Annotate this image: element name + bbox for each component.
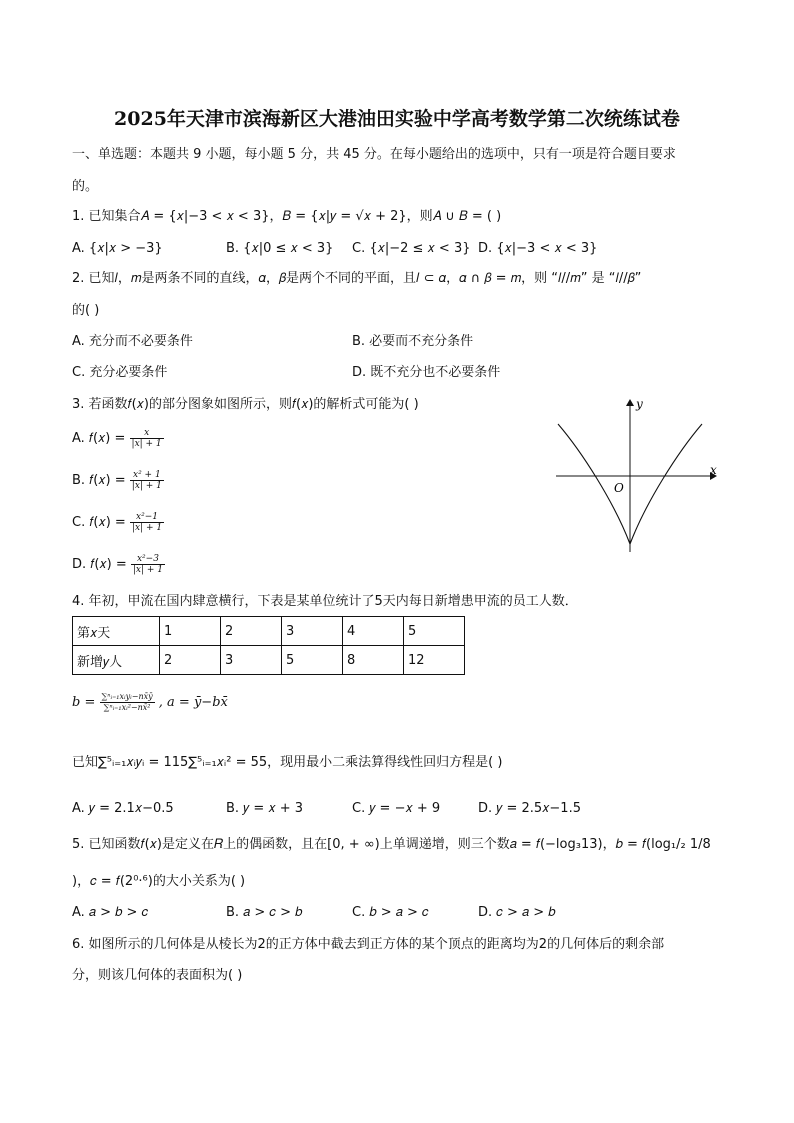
q3-option-d	[72, 554, 165, 575]
q4-formula-b-lhs: b =	[72, 695, 96, 710]
q3-option-d-denominator: |x| + 1	[132, 565, 164, 575]
q1-option-c: C. {𝑥|−2 ≤ 𝑥 < 3}	[352, 241, 471, 256]
q4-option-b: B. 𝑦 = 𝑥 + 3	[226, 801, 304, 816]
q3-option-c-prefix: C. 𝑓(𝑥) =	[72, 515, 126, 530]
q3-option-b-fraction	[130, 470, 164, 491]
table-cell: 2	[160, 646, 221, 675]
page-title: 2025年天津市滨海新区大港油田实验中学高考数学第二次统练试卷	[114, 108, 680, 130]
x-axis-label: x	[710, 463, 717, 477]
q1-stem: 1. 已知集合𝐴 = {𝑥|−3 < 𝑥 < 3}，𝐵 = {𝑥|𝑦 = √𝑥 + 2}，则𝐴 ∪ 𝐵 = ( )	[72, 209, 502, 224]
q3-option-c	[72, 512, 164, 533]
q1-option-a: A. {𝑥|𝑥 > −3}	[72, 241, 163, 256]
q3-option-b-prefix: B. 𝑓(𝑥) =	[72, 473, 126, 488]
q3-option-c-fraction	[130, 512, 164, 533]
q5-option-d: D. 𝑐 > 𝑎 > 𝑏	[478, 905, 556, 920]
section-instructions-line1: 一、单选题：本题共 9 小题，每小题 5 分，共 45 分。在每小题给出的选项中，只有一项是符合题目要求	[72, 147, 676, 162]
table-cell: 5	[282, 646, 343, 675]
q3-function-graph	[552, 394, 724, 554]
q4-given: 已知∑⁵ᵢ₌₁𝑥ᵢ𝑦ᵢ = 115∑⁵ᵢ₌₁𝑥ᵢ² = 55，现用最小二乘法算得线性回归方程是( )	[72, 755, 503, 770]
table-cell: 2	[221, 617, 282, 646]
table-cell: 1	[160, 617, 221, 646]
q5-option-b: B. 𝑎 > 𝑐 > 𝑏	[226, 905, 303, 920]
table-row	[73, 617, 465, 646]
origin-label: O	[614, 481, 624, 495]
q6-stem: 6. 如图所示的几何体是从棱长为2的正方体中截去到正方体的某个顶点的距离均为2的几何体后的剩余部	[72, 937, 665, 952]
q2-option-b: B. 必要而不充分条件	[352, 334, 474, 349]
y-axis-label: y	[636, 397, 643, 411]
q4-formula-a: , a = ȳ−bx̄	[158, 695, 228, 710]
q4-stem: 4. 年初，甲流在国内肆意横行，下表是某单位统计了5天内每日新增患甲流的员工人数．	[72, 594, 578, 609]
table-cell: 3	[221, 646, 282, 675]
q2-option-d: D. 既不充分也不必要条件	[352, 365, 501, 380]
q5-option-c: C. 𝑏 > 𝑎 > 𝑐	[352, 905, 429, 920]
q3-stem: 3. 若函数𝑓(𝑥)的部分图象如图所示，则𝑓(𝑥)的解析式可能为( )	[72, 397, 419, 412]
q2-stem: 2. 已知𝑙，𝑚是两条不同的直线，𝛼，𝛽是两个不同的平面，且𝑙 ⊂ 𝛼，𝛼 ∩ 𝛽 = 𝑚，则 “𝑙//𝑚” 是 “𝑙//𝛽”	[72, 271, 642, 286]
table-cell: 5	[404, 617, 465, 646]
q2-option-c: C. 充分必要条件	[72, 365, 168, 380]
q3-option-c-numerator: x²−1	[130, 512, 164, 523]
q3-option-a-fraction	[130, 428, 164, 449]
q3-option-a	[72, 428, 164, 449]
q3-option-d-numerator: x²−3	[131, 554, 165, 565]
table-cell: 4	[343, 617, 404, 646]
table-cell: 8	[343, 646, 404, 675]
q3-option-a-denominator: |x| + 1	[131, 439, 162, 449]
q4-option-c: C. 𝑦 = −𝑥 + 9	[352, 801, 441, 816]
q3-option-d-fraction	[131, 554, 165, 575]
q4-formula-b-fraction	[100, 692, 155, 713]
q4-data-table	[72, 616, 465, 675]
q3-option-c-denominator: |x| + 1	[131, 523, 163, 533]
q4-option-a: A. 𝑦 = 2.1𝑥−0.5	[72, 801, 174, 816]
table-row	[73, 646, 465, 675]
q3-option-b-denominator: |x| + 1	[131, 481, 162, 491]
q1-option-b: B. {𝑥|0 ≤ 𝑥 < 3}	[226, 241, 334, 256]
q3-option-a-prefix: A. 𝑓(𝑥) =	[72, 431, 126, 446]
q3-option-d-prefix: D. 𝑓(𝑥) =	[72, 557, 127, 572]
q6-stem-cont: 分，则该几何体的表面积为( )	[72, 968, 243, 983]
q4-formula-b-numerator: ∑ⁿᵢ₌₁xᵢyᵢ−nx̄ȳ	[101, 692, 153, 701]
table-row-head: 第𝑥天	[73, 617, 160, 646]
q3-option-b	[72, 470, 164, 491]
q5-stem-cont: )，𝑐 = 𝑓(2⁰·⁶)的大小关系为( )	[72, 874, 246, 889]
q5-stem: 5. 已知函数𝑓(𝑥)是定义在𝑅上的偶函数，且在[0, + ∞)上单调递增，则三个数𝑎 = 𝑓(−log₃13)，𝑏 = 𝑓(log₁/₂ 1/8	[72, 837, 711, 852]
q1-option-d: D. {𝑥|−3 < 𝑥 < 3}	[478, 241, 598, 256]
q2-stem-cont: 的( )	[72, 303, 100, 318]
section-instructions-line2: 的。	[72, 179, 99, 194]
q3-option-a-numerator: x	[130, 428, 164, 439]
q5-option-a: A. 𝑎 > 𝑏 > 𝑐	[72, 905, 149, 920]
table-row-head: 新增𝑦人	[73, 646, 160, 675]
q4-formula-b-denominator: ∑ⁿᵢ₌₁xᵢ²−nx̄²	[103, 703, 151, 712]
q3-option-b-numerator: x² + 1	[130, 470, 164, 481]
q4-option-d: D. 𝑦 = 2.5𝑥−1.5	[478, 801, 581, 816]
table-cell: 12	[404, 646, 465, 675]
q2-option-a: A. 充分而不必要条件	[72, 334, 193, 349]
table-cell: 3	[282, 617, 343, 646]
q4-formula	[72, 692, 228, 713]
